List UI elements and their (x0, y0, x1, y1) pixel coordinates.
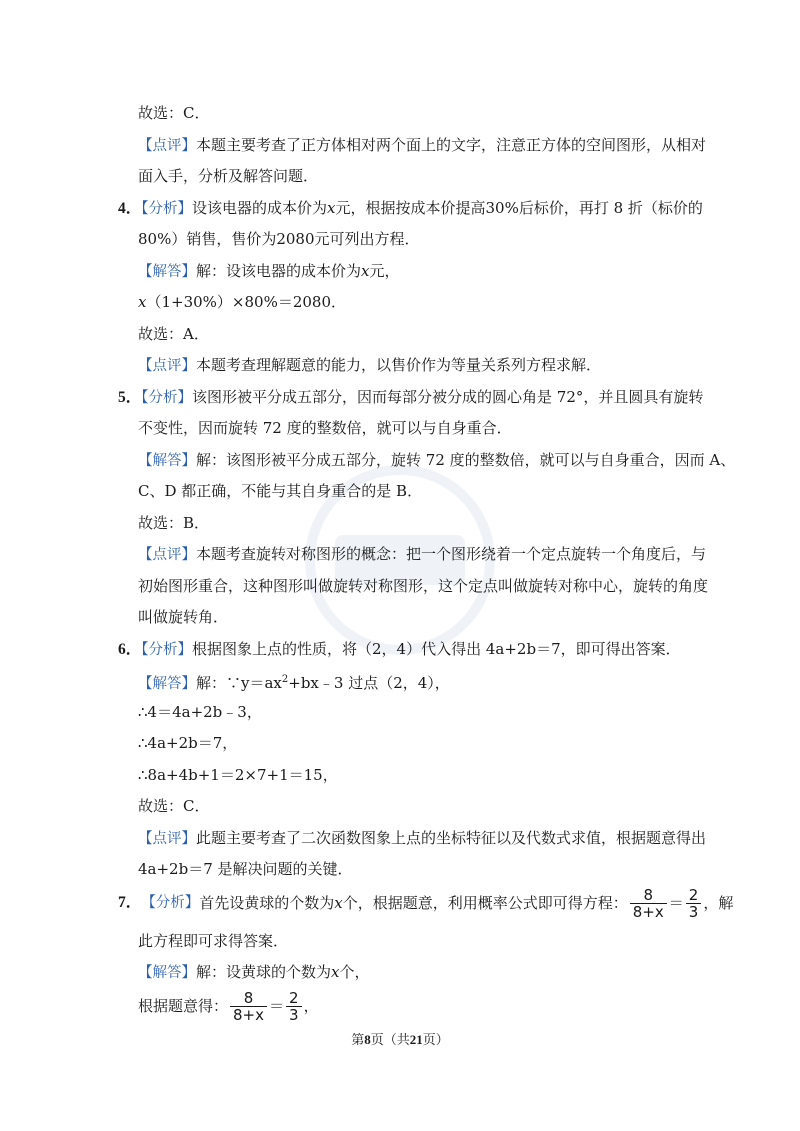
analysis-tag: 【分析】 (141, 201, 193, 217)
review-line-cont: 面入手，分析及解答问题． (138, 167, 319, 185)
q5-analysis-line: 5．【分析】该图形被平分成五部分，因而每部分被分成的圆心角是 72°，并且圆具有旋转 (118, 388, 704, 406)
q6-step-2: ∴4a+2b＝7， (138, 734, 238, 752)
page-footer: 第8页（共21页） (351, 1032, 449, 1048)
question-number: 6． (118, 641, 142, 658)
q5-analysis-cont: 不变性，因而旋转 72 度的整数倍，就可以与自身重合． (138, 419, 512, 437)
q4-equation: x（1+30%）×80%＝2080． (138, 293, 347, 311)
q6-review-cont: 4a+2b＝7 是解决问题的关键． (138, 860, 353, 878)
q7-analysis-cont: 此方程即可求得答案． (138, 932, 289, 950)
q5-review-cont: 初始图形重合，这种图形叫做旋转对称图形，这个定点叫做旋转对称中心，旋转的角度 (138, 577, 709, 595)
solution-tag: 【解答】 (138, 453, 196, 469)
q6-review-line: 【点评】此题主要考查了二次函数图象上点的坐标特征以及代数式求值，根据题意得出 (138, 829, 707, 847)
q4-review-line: 【点评】本题考查理解题意的能力，以售价作为等量关系列方程求解． (138, 356, 602, 374)
q5-answer: 故选：B． (138, 514, 210, 532)
fraction: $\frac{8}{8+x}$ (630, 887, 667, 920)
question-number: 7． (118, 894, 142, 911)
q6-step-3: ∴8a+4b+1＝2×7+1＝15， (138, 766, 338, 784)
review-line: 【点评】本题主要考查了正方体相对两个面上的文字，注意正方体的空间图形，从相对 (138, 136, 707, 154)
q7-equation-line: 根据题意得： $\frac{8}{8+x}$ ＝ $\frac{2}{3}$ ， (138, 988, 319, 1024)
q6-solution-line: 【解答】解：$\because y=ax^2+bx﹣3$ 过点（2，4）， (138, 674, 450, 692)
q5-solution-line: 【解答】解：该图形被平分成五部分，旋转 72 度的整数倍，就可以与自身重合，因而 A、 (138, 451, 736, 469)
question-number: 5． (118, 389, 142, 406)
q4-analysis-line: 4．【分析】设该电器的成本价为x元，根据按成本价提高30%后标价，再打 8 折（标价的 (118, 199, 703, 217)
review-tag: 【点评】 (138, 831, 196, 847)
q4-solution-line: 【解答】解：设该电器的成本价为x元， (138, 262, 400, 280)
review-tag: 【点评】 (138, 138, 196, 154)
q4-answer: 故选：A． (138, 325, 209, 343)
q6-step-1: ∴4＝4a+2b﹣3， (138, 703, 262, 721)
q5-review-cont-2: 叫做旋转角． (138, 608, 229, 626)
q5-solution-cont: C、D 都正确，不能与其自身重合的是 B． (138, 482, 423, 500)
q5-review-line: 【点评】本题考查旋转对称图形的概念：把一个图形绕着一个定点旋转一个角度后，与 (138, 545, 707, 563)
solution-tag: 【解答】 (138, 676, 196, 692)
page-total: 21 (409, 1032, 423, 1047)
q7-analysis-line: 7． 【分析】 首先设黄球的个数为 x 个，根据题意，利用概率公式即可得方程： $\frac{8}{8+x}$ ＝ $\frac{2}{3}$ ，解 (118, 885, 734, 921)
q6-analysis-line: 6．【分析】根据图象上点的性质，将（2，4）代入得出 4a+2b＝7，即可得出答案． (118, 640, 681, 658)
answer-line: 故选：C． (138, 104, 210, 122)
fraction: $\frac{2}{3}$ (286, 990, 302, 1023)
analysis-tag: 【分析】 (141, 642, 193, 658)
page-number: 8 (364, 1032, 371, 1047)
q7-solution-line: 【解答】解：设黄球的个数为x个， (138, 963, 370, 981)
question-number: 4． (118, 200, 142, 217)
analysis-tag: 【分析】 (141, 895, 200, 911)
q6-answer: 故选：C． (138, 797, 210, 815)
review-tag: 【点评】 (138, 547, 196, 563)
review-tag: 【点评】 (138, 358, 196, 374)
q4-analysis-cont: 80%）销售，售价为2080元可列出方程． (138, 230, 420, 248)
solution-tag: 【解答】 (138, 264, 196, 280)
solution-tag: 【解答】 (138, 965, 196, 981)
fraction: $\frac{2}{3}$ (686, 887, 702, 920)
fraction: $\frac{8}{8+x}$ (230, 990, 267, 1023)
analysis-tag: 【分析】 (141, 390, 193, 406)
